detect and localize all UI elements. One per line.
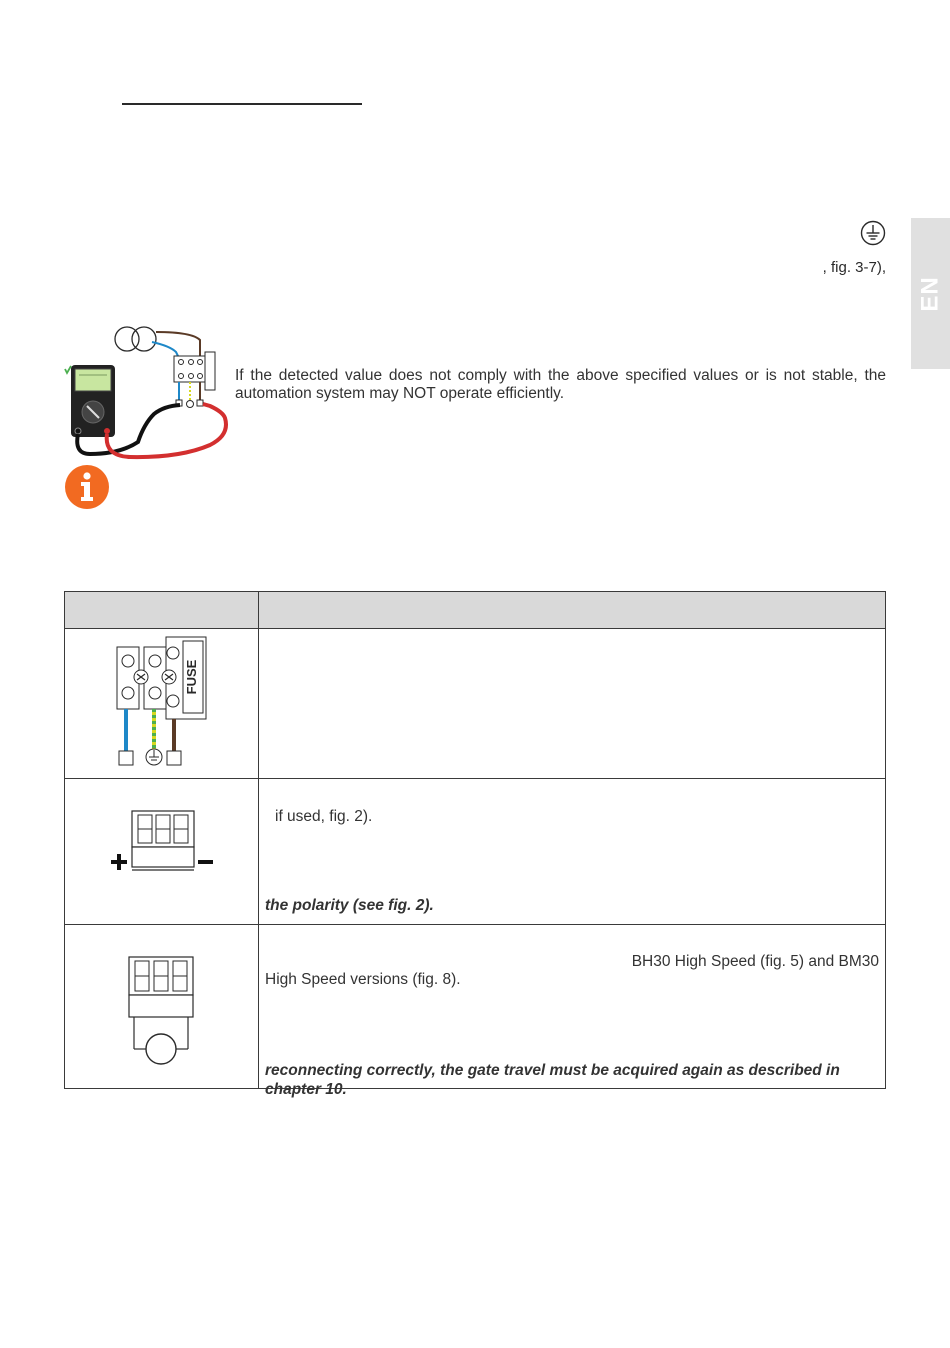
- multimeter-figure: [60, 320, 235, 465]
- table-header-cell: [259, 592, 886, 629]
- table-line: BH30 High Speed (fig. 5) and BM30: [631, 953, 879, 970]
- table-cell-icon: [65, 925, 259, 1089]
- table-cell-text: [259, 925, 886, 1098]
- table-line: if used, fig. 2).: [275, 808, 373, 825]
- table-row: [65, 629, 886, 779]
- table-header-row: [65, 592, 886, 629]
- fuse-label: FUSE: [184, 659, 199, 695]
- language-tab-label: EN: [916, 275, 944, 312]
- table-row: [65, 925, 886, 1089]
- table-cell-icon: [65, 779, 259, 925]
- table-note: reconnecting correctly, the gate travel must be acquired again as described in chapter 10.: [265, 1062, 840, 1098]
- table-cell-icon: [65, 629, 259, 779]
- table-cell-text: [259, 779, 886, 925]
- table-note: the polarity (see fig. 2).: [265, 897, 434, 914]
- mains-terminal-fuse-icon: [65, 629, 256, 773]
- table-cell-text: [259, 629, 886, 779]
- table-line: High Speed versions (fig. 8).: [265, 971, 461, 988]
- warning-text: If the detected value does not comply with the above specified values or is not stable, the automation system may NOT operate efficiently.: [235, 367, 886, 402]
- earth-ground-icon: [860, 220, 886, 246]
- info-icon: [64, 464, 110, 510]
- table-row: [65, 779, 886, 925]
- table-header-cell: [65, 592, 259, 629]
- language-tab[interactable]: [911, 218, 950, 369]
- fig-reference-text: , fig. 3-7),: [822, 259, 886, 276]
- section-heading-rule: [122, 103, 362, 105]
- motor-connector-icon: [65, 925, 256, 1083]
- connections-table: [64, 591, 886, 1098]
- battery-connector-icon: [65, 779, 256, 919]
